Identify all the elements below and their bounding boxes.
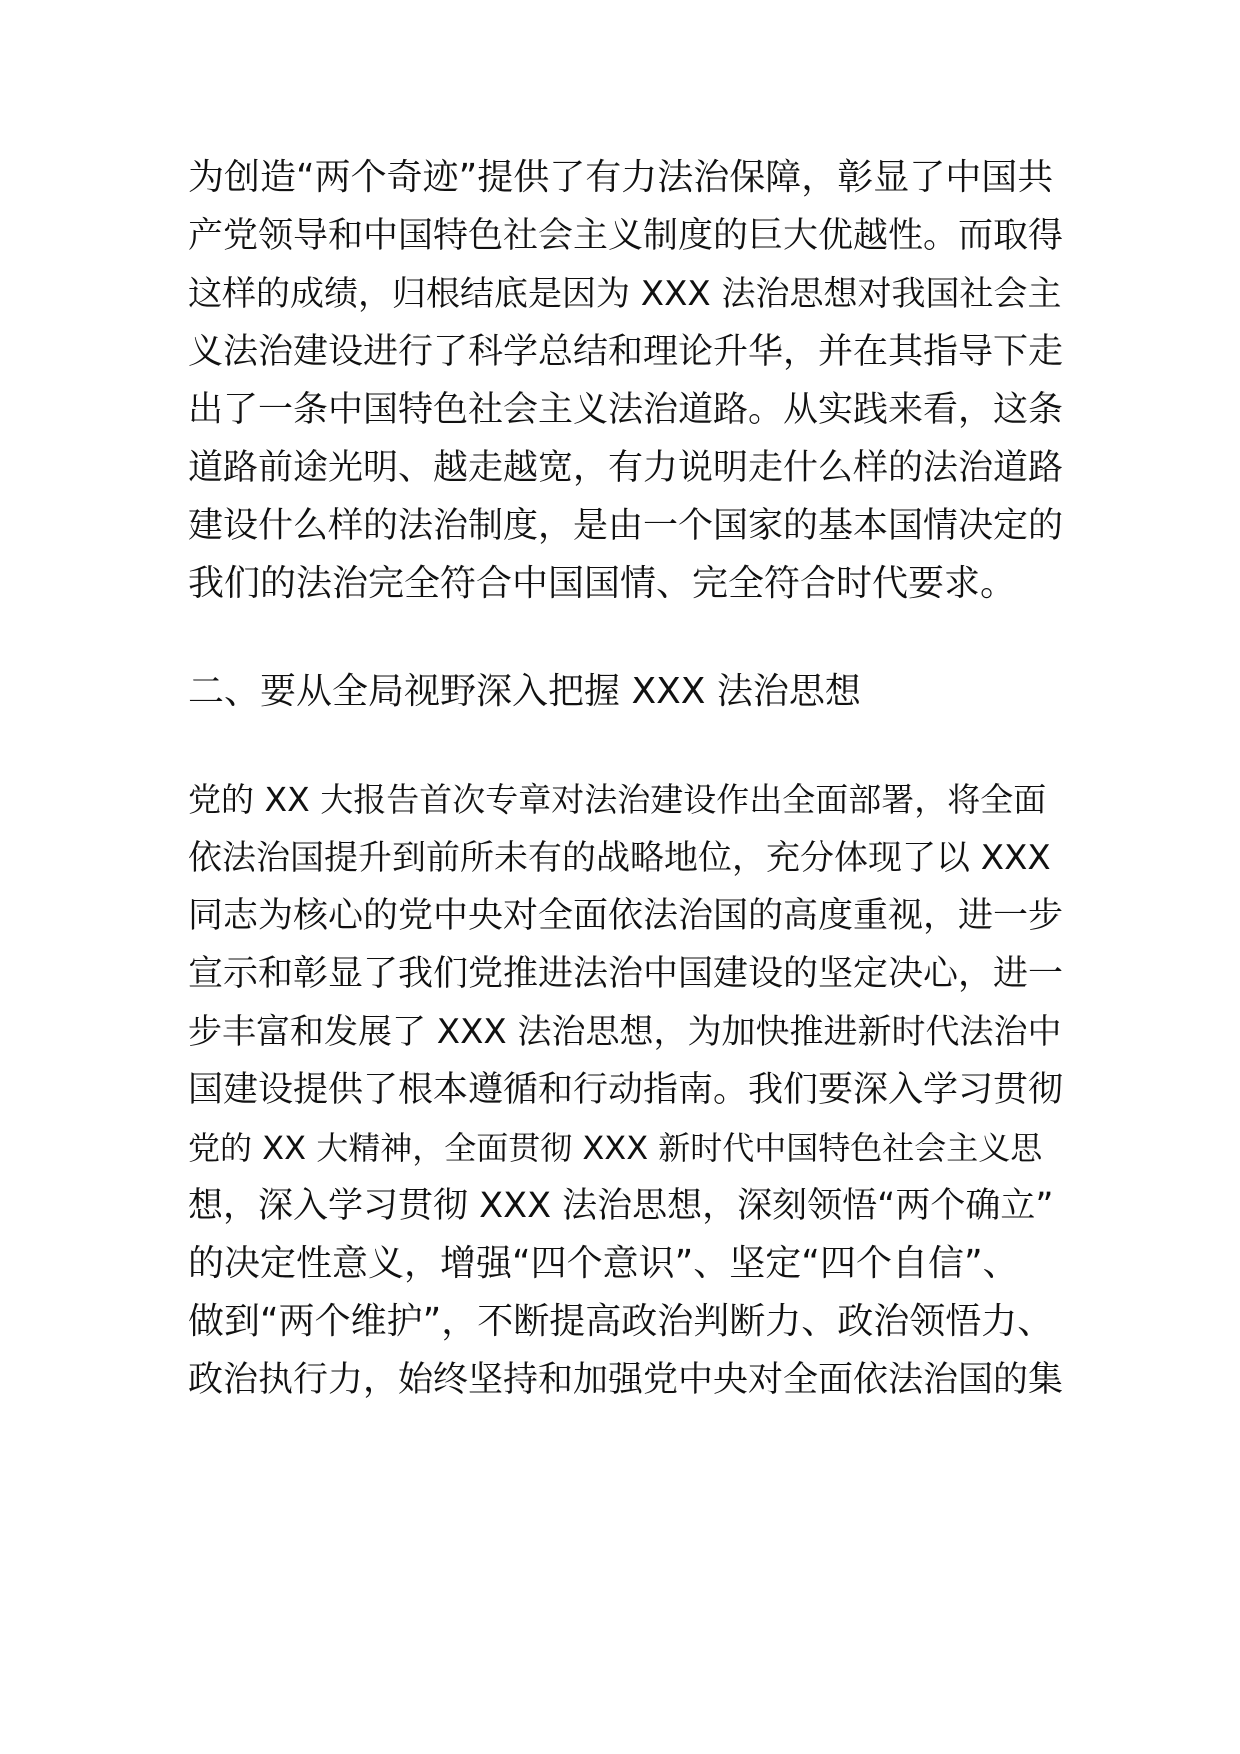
paragraph1-line: 出了一条中国特色社会主义法治道路。从实践来看，这条	[188, 390, 1064, 430]
paragraph2-line: 步丰富和发展了 XXX 法治思想，为加快推进新时代法治中	[188, 1012, 1062, 1052]
paragraph1-line: 这样的成绩，归根结底是因为 XXX 法治思想对我国社会主	[188, 274, 1062, 314]
paragraph1-line: 道路前途光明、越走越宽，有力说明走什么样的法治道路	[188, 448, 1064, 488]
paragraph2-line: 做到“两个维护”，不断提高政治判断力、政治领悟力、	[188, 1301, 1054, 1342]
paragraph2-line: 同志为核心的党中央对全面依法治国的高度重视，进一步	[188, 896, 1064, 936]
paragraph2-line: 政治执行力，始终坚持和加强党中央对全面依法治国的集	[188, 1360, 1064, 1400]
paragraph2-line: 的决定性意义，增强“四个意识”、坚定“四个自信”、	[188, 1243, 1019, 1284]
paragraph2-line: 宣示和彰显了我们党推进法治中国建设的坚定决心，进一	[188, 954, 1064, 994]
section-heading: 二、要从全局视野深入把握 XXX 法治思想	[188, 671, 861, 712]
paragraph1-line: 产党领导和中国特色社会主义制度的巨大优越性。而取得	[188, 216, 1064, 256]
paragraph1-line: 义法治建设进行了科学总结和理论升华，并在其指导下走	[188, 332, 1064, 372]
paragraph1-line: 我们的法治完全符合中国国情、完全符合时代要求。	[188, 563, 1017, 604]
paragraph2-line: 党的 XX 大报告首次专章对法治建设作出全面部署，将全面	[188, 780, 1047, 819]
paragraph2-line: 依法治国提升到前所未有的战略地位，充分体现了以 XXX	[188, 838, 1051, 878]
paragraph2-line: 党的 XX 大精神，全面贯彻 XXX 新时代中国特色社会主义思	[188, 1129, 1043, 1167]
paragraph1-line: 为创造“两个奇迹”提供了有力法治保障，彰显了中国共	[188, 157, 1054, 198]
paragraph2-line: 国建设提供了根本遵循和行动指南。我们要深入学习贯彻	[188, 1070, 1064, 1110]
paragraph2-line: 想，深入学习贯彻 XXX 法治思想，深刻领悟“两个确立”	[188, 1186, 1054, 1226]
paragraph1-line: 建设什么样的法治制度，是由一个国家的基本国情决定的	[188, 506, 1064, 546]
